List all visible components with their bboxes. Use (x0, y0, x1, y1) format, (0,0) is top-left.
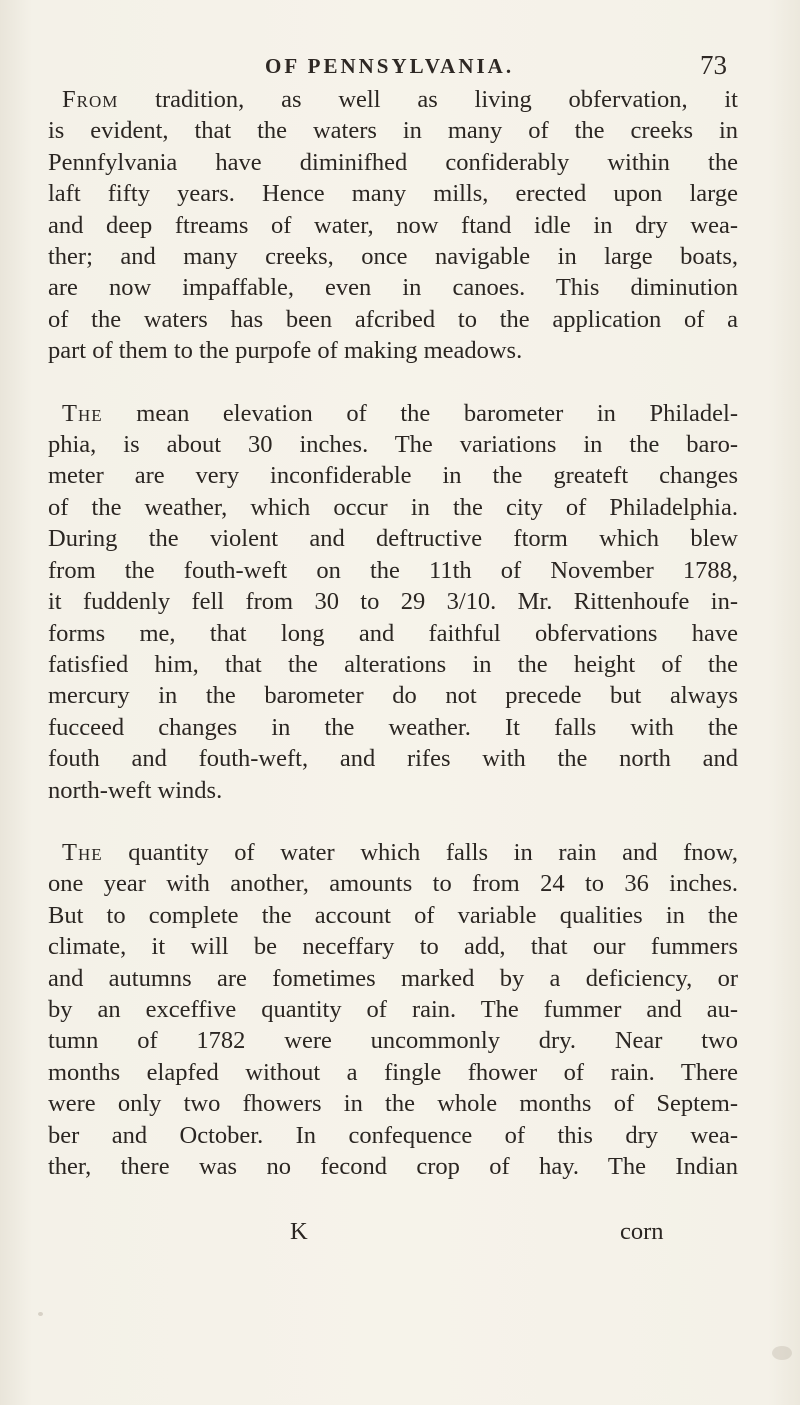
paragraph-spacer (48, 806, 738, 837)
text-line: part of them to the purpofe of making meadows. (48, 337, 523, 365)
text-line: is evident, that the waters in many of the creeks in (48, 117, 738, 145)
page-number: 73 (700, 50, 727, 80)
text-line: from the fouth-weft on the 11th of November 1788, (48, 556, 738, 584)
body-text (48, 84, 738, 1182)
text-line: months elapfed without a fingle fhower of rain. There (48, 1058, 738, 1086)
running-head: OF PENNSYLVANIA. (265, 54, 515, 78)
paragraph-lead: The (62, 838, 103, 866)
text-line: The mean elevation of the barometer in Philadel- (62, 399, 738, 427)
text-line: ber and October. In confequence of this dry wea- (48, 1121, 738, 1149)
signature-mark: K (290, 1218, 308, 1245)
text-line: tumn of 1782 were uncommonly dry. Near two (48, 1027, 738, 1055)
text-line: But to complete the account of variable qualities in the (48, 901, 738, 929)
catchword: corn (620, 1218, 664, 1245)
text-line: The quantity of water which falls in rain and fnow, (62, 838, 738, 866)
paragraph-spacer (48, 367, 738, 398)
page-header (0, 48, 800, 88)
text-line: it fuddenly fell from 30 to 29 3/10. Mr. Rittenhoufe in- (48, 588, 738, 616)
text-line: fatisfied him, that the alterations in the height of the (48, 650, 738, 678)
text-line: are now impaffable, even in canoes. This diminution (48, 274, 738, 302)
text-line: north-weft winds. (48, 776, 223, 804)
page-footer (0, 1218, 800, 1252)
text-line: During the violent and deftructive ftorm which blew (48, 525, 738, 553)
text-line: by an exceffive quantity of rain. The fummer and au- (48, 995, 738, 1023)
text-line: phia, is about 30 inches. The variations in the baro- (48, 431, 738, 459)
text-line: climate, it will be neceffary to add, that our fummers (48, 933, 738, 961)
text-line: of the weather, which occur in the city of Philadelphia. (48, 493, 738, 521)
text-line: Pennfylvania have diminifhed confiderably within the (48, 148, 738, 176)
text-line: ther, there was no fecond crop of hay. The Indian (48, 1153, 738, 1180)
text-line: forms me, that long and faithful obfervations have (48, 619, 738, 647)
paper-speck (38, 1312, 43, 1316)
text-line: were only two fhowers in the whole months of Septem- (48, 1090, 738, 1118)
text-line: fucceed changes in the weather. It falls with the (48, 713, 738, 741)
paper-speck (772, 1346, 792, 1360)
paragraph-barometer (48, 398, 738, 806)
text-line: and autumns are fometimes marked by a deficiency, or (48, 964, 738, 992)
text-line: ther; and many creeks, once navigable in large boats, (48, 243, 738, 271)
text-line: fouth and fouth-weft, and rifes with the north and (48, 745, 738, 773)
text-line: mercury in the barometer do not precede but always (48, 682, 738, 710)
text-line: one year with another, amounts to from 24 to 36 inches. (48, 870, 738, 898)
paragraph-lead: From (62, 86, 119, 113)
text-line: of the waters has been afcribed to the application of a (48, 305, 738, 333)
paragraph-rainfall (48, 837, 738, 1182)
paragraph-waters (48, 84, 738, 367)
text-line: and deep ftreams of water, now ftand idle in dry wea- (48, 211, 738, 239)
text-line: meter are very inconfiderable in the greateft changes (48, 462, 738, 490)
paragraph-lead: The (62, 399, 103, 427)
text-line: laft fifty years. Hence many mills, erected upon large (48, 180, 738, 208)
text-line: From tradition, as well as living obfervation, it (62, 86, 738, 113)
